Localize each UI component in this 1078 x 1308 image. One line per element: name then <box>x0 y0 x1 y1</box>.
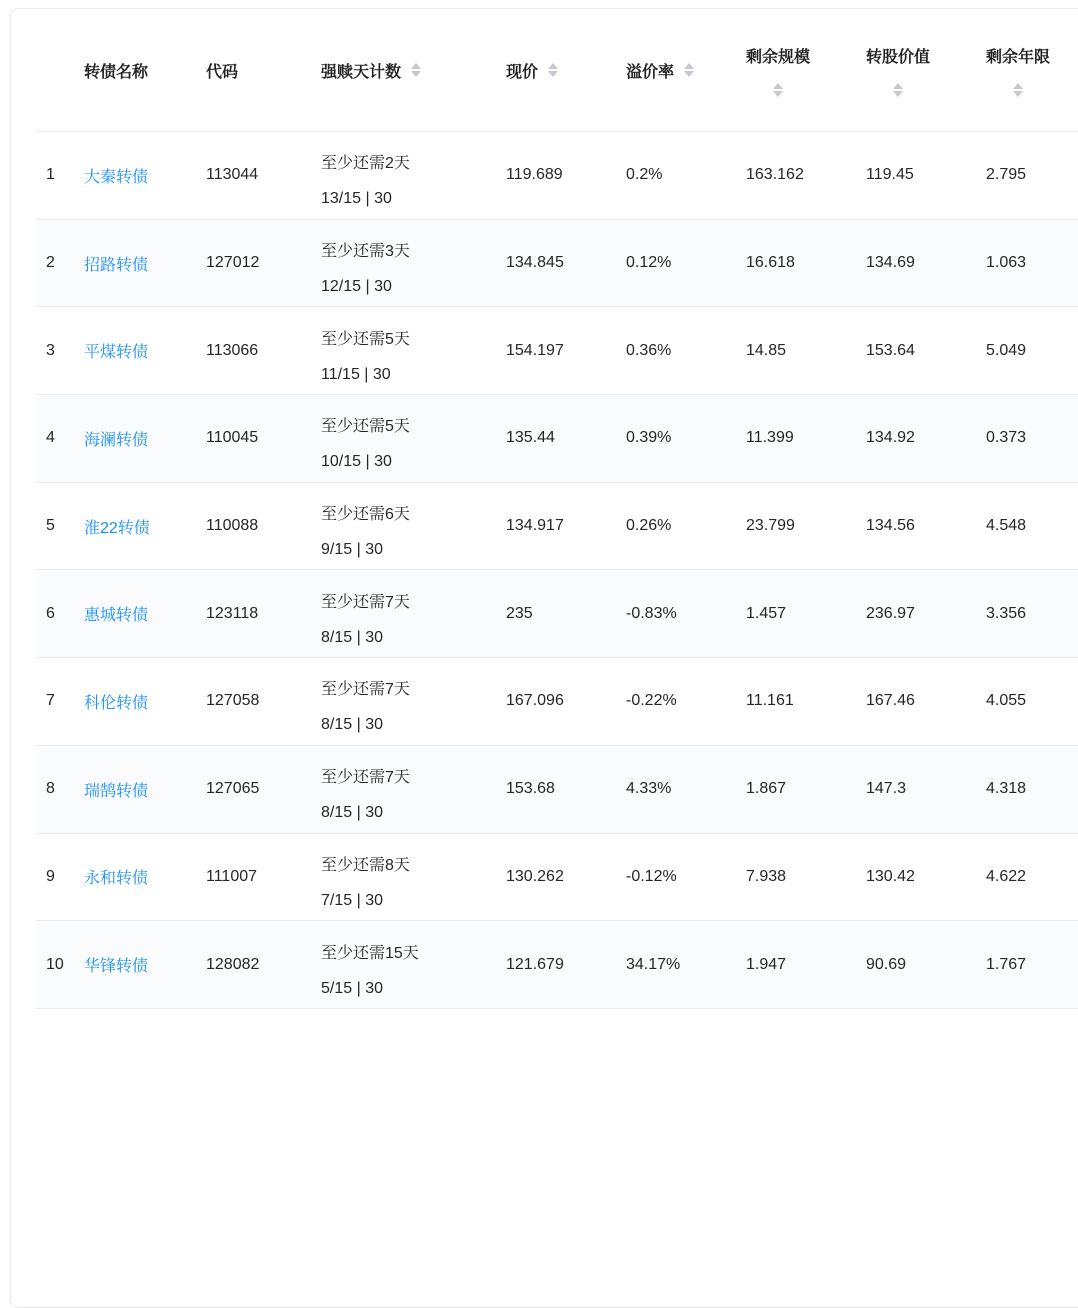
conversion-value: 167.46 <box>866 692 915 710</box>
bond-code: 110088 <box>206 517 259 535</box>
bond-code: 127012 <box>206 254 260 272</box>
redeem-days-text: 至少还需5天 <box>321 330 410 348</box>
remaining-size: 1.867 <box>746 780 787 798</box>
redeem-progress-text: 10/15 | 30 <box>321 453 392 471</box>
row-index: 4 <box>46 429 55 447</box>
redeem-days-text: 至少还需5天 <box>321 418 410 436</box>
redeem-days-text: 至少还需2天 <box>321 155 410 173</box>
redeem-count-cell <box>316 579 506 649</box>
table-row <box>36 131 1078 219</box>
premium-rate: 0.26% <box>626 517 672 535</box>
table-row <box>36 920 1078 1008</box>
row-index: 5 <box>46 517 55 535</box>
redeem-count-cell <box>316 491 506 561</box>
remaining-size: 163.162 <box>746 166 804 184</box>
premium-rate: -0.12% <box>626 867 677 885</box>
redeem-progress-text: 11/15 | 30 <box>321 365 391 383</box>
premium-rate: 0.2% <box>626 166 663 184</box>
header-bond-name: 转债名称 <box>84 63 149 81</box>
redeem-progress-text: 5/15 | 30 <box>321 979 383 997</box>
header-redeem-count <box>316 59 506 82</box>
bond-name-link[interactable]: 招路转债 <box>84 256 149 274</box>
bond-name-link[interactable]: 科伦转债 <box>84 694 149 712</box>
bond-table-card <box>10 8 1078 1308</box>
redeem-progress-text: 8/15 | 30 <box>321 804 383 822</box>
header-code: 代码 <box>206 63 239 81</box>
sort-caret-icon <box>1013 83 1023 97</box>
row-index: 7 <box>46 692 55 710</box>
redeem-count-cell <box>316 930 506 1000</box>
header-conversion-value-label: 转股价值 <box>866 48 931 66</box>
premium-rate: 0.36% <box>626 341 672 359</box>
row-index: 1 <box>46 166 55 184</box>
redeem-progress-text: 13/15 | 30 <box>321 190 392 208</box>
row-index: 2 <box>46 254 55 272</box>
row-index: 8 <box>46 780 55 798</box>
table-row <box>36 394 1078 482</box>
remaining-years: 4.318 <box>986 780 1027 798</box>
bond-code: 113066 <box>206 341 259 359</box>
bond-code: 111007 <box>206 867 258 885</box>
remaining-size: 7.938 <box>746 867 787 885</box>
header-current-price-label: 现价 <box>506 63 539 81</box>
bond-code: 128082 <box>206 955 260 973</box>
conversion-value: 236.97 <box>866 604 915 622</box>
conversion-value: 153.64 <box>866 341 915 359</box>
sort-caret-icon <box>411 63 421 77</box>
redeem-days-text: 至少还需7天 <box>321 593 410 611</box>
table-row <box>36 833 1078 921</box>
sort-control-current-price[interactable] <box>506 59 558 82</box>
remaining-size: 1.457 <box>746 604 787 622</box>
remaining-years: 1.063 <box>986 254 1027 272</box>
remaining-size: 14.85 <box>746 341 787 359</box>
redeem-progress-text: 8/15 | 30 <box>321 716 383 734</box>
current-price: 153.68 <box>506 780 555 798</box>
table-row <box>36 219 1078 307</box>
sort-control-remaining-years[interactable] <box>986 44 1050 97</box>
premium-rate: 4.33% <box>626 780 672 798</box>
remaining-years: 4.548 <box>986 517 1027 535</box>
header-conversion-value <box>866 44 986 97</box>
premium-rate: 34.17% <box>626 955 681 973</box>
remaining-years: 2.795 <box>986 166 1027 184</box>
row-index: 3 <box>46 341 55 359</box>
sort-control-redeem-count[interactable] <box>321 59 421 82</box>
redeem-progress-text: 8/15 | 30 <box>321 628 383 646</box>
premium-rate: 0.12% <box>626 254 672 272</box>
redeem-count-cell <box>316 403 506 473</box>
remaining-size: 16.618 <box>746 254 795 272</box>
sort-control-conversion-value[interactable] <box>866 44 930 97</box>
bond-name-link[interactable]: 大秦转债 <box>84 168 149 186</box>
sort-caret-icon <box>893 83 903 97</box>
current-price: 121.679 <box>506 955 564 973</box>
remaining-years: 4.055 <box>986 692 1027 710</box>
redeem-progress-text: 12/15 | 30 <box>321 278 392 296</box>
header-remaining-size <box>746 44 866 97</box>
bond-name-link[interactable]: 瑞鹄转债 <box>84 782 149 800</box>
premium-rate: 0.39% <box>626 429 672 447</box>
remaining-size: 23.799 <box>746 517 795 535</box>
current-price: 167.096 <box>506 692 564 710</box>
bond-name-link[interactable]: 平煤转债 <box>84 344 149 362</box>
remaining-years: 5.049 <box>986 341 1027 359</box>
header-remaining-years <box>986 44 1078 97</box>
sort-caret-icon <box>773 83 783 97</box>
header-premium-rate-label: 溢价率 <box>626 63 675 81</box>
sort-caret-icon <box>548 63 558 77</box>
conversion-value: 134.56 <box>866 517 915 535</box>
conversion-value: 90.69 <box>866 955 907 973</box>
remaining-years: 4.622 <box>986 867 1027 885</box>
bond-name-link[interactable]: 华锋转债 <box>84 958 149 976</box>
header-current-price <box>506 59 626 82</box>
redeem-count-cell <box>316 666 506 736</box>
bond-code: 127065 <box>206 780 260 798</box>
remaining-years: 1.767 <box>986 955 1027 973</box>
sort-control-remaining-size[interactable] <box>746 44 810 97</box>
row-index: 6 <box>46 604 55 622</box>
current-price: 154.197 <box>506 341 564 359</box>
bond-name-link[interactable]: 惠城转债 <box>84 607 149 625</box>
header-premium-rate <box>626 59 746 82</box>
conversion-value: 147.3 <box>866 780 907 798</box>
sort-control-premium-rate[interactable] <box>626 59 694 82</box>
redeem-count-cell <box>316 754 506 824</box>
redeem-days-text: 至少还需7天 <box>321 681 410 699</box>
current-price: 134.917 <box>506 517 564 535</box>
table-body <box>36 131 1078 1008</box>
current-price: 135.44 <box>506 429 555 447</box>
header-remaining-years-label: 剩余年限 <box>986 48 1051 66</box>
remaining-size: 1.947 <box>746 955 787 973</box>
conversion-value: 130.42 <box>866 867 915 885</box>
bond-name-link[interactable]: 永和转债 <box>84 870 149 888</box>
redeem-progress-text: 7/15 | 30 <box>321 891 383 909</box>
table-row <box>36 657 1078 745</box>
redeem-count-cell <box>316 316 506 386</box>
table-row <box>36 745 1078 833</box>
bond-code: 113044 <box>206 166 259 184</box>
remaining-years: 3.356 <box>986 604 1027 622</box>
premium-rate: -0.83% <box>626 604 677 622</box>
row-index: 10 <box>46 955 64 973</box>
premium-rate: -0.22% <box>626 692 677 710</box>
bond-code: 127058 <box>206 692 260 710</box>
remaining-years: 0.373 <box>986 429 1027 447</box>
redeem-count-cell <box>316 228 506 298</box>
redeem-progress-text: 9/15 | 30 <box>321 541 383 559</box>
redeem-days-text: 至少还需6天 <box>321 506 410 524</box>
header-remaining-size-label: 剩余规模 <box>746 48 811 66</box>
header-redeem-count-label: 强赎天计数 <box>321 63 402 81</box>
redeem-days-text: 至少还需8天 <box>321 856 410 874</box>
redeem-days-text: 至少还需7天 <box>321 769 410 787</box>
table-header-row <box>36 9 1078 131</box>
table-bottom-divider <box>36 1008 1078 1028</box>
bond-code: 110045 <box>206 429 259 447</box>
redeem-count-cell <box>316 140 506 210</box>
redeem-count-cell <box>316 842 506 912</box>
table-row <box>36 306 1078 394</box>
sort-caret-icon <box>684 63 694 77</box>
remaining-size: 11.161 <box>746 692 794 710</box>
conversion-value: 134.69 <box>866 254 915 272</box>
current-price: 235 <box>506 604 533 622</box>
redeem-days-text: 至少还需15天 <box>321 944 419 962</box>
current-price: 119.689 <box>506 166 563 184</box>
current-price: 134.845 <box>506 254 564 272</box>
bond-name-link[interactable]: 海澜转债 <box>84 431 149 449</box>
bond-code: 123118 <box>206 604 259 622</box>
row-index: 9 <box>46 867 55 885</box>
current-price: 130.262 <box>506 867 564 885</box>
bond-name-link[interactable]: 淮22转债 <box>84 519 150 537</box>
conversion-value: 134.92 <box>866 429 915 447</box>
redeem-days-text: 至少还需3天 <box>321 243 410 261</box>
remaining-size: 11.399 <box>746 429 794 447</box>
table-row <box>36 482 1078 570</box>
table-row <box>36 569 1078 657</box>
conversion-value: 119.45 <box>866 166 914 184</box>
